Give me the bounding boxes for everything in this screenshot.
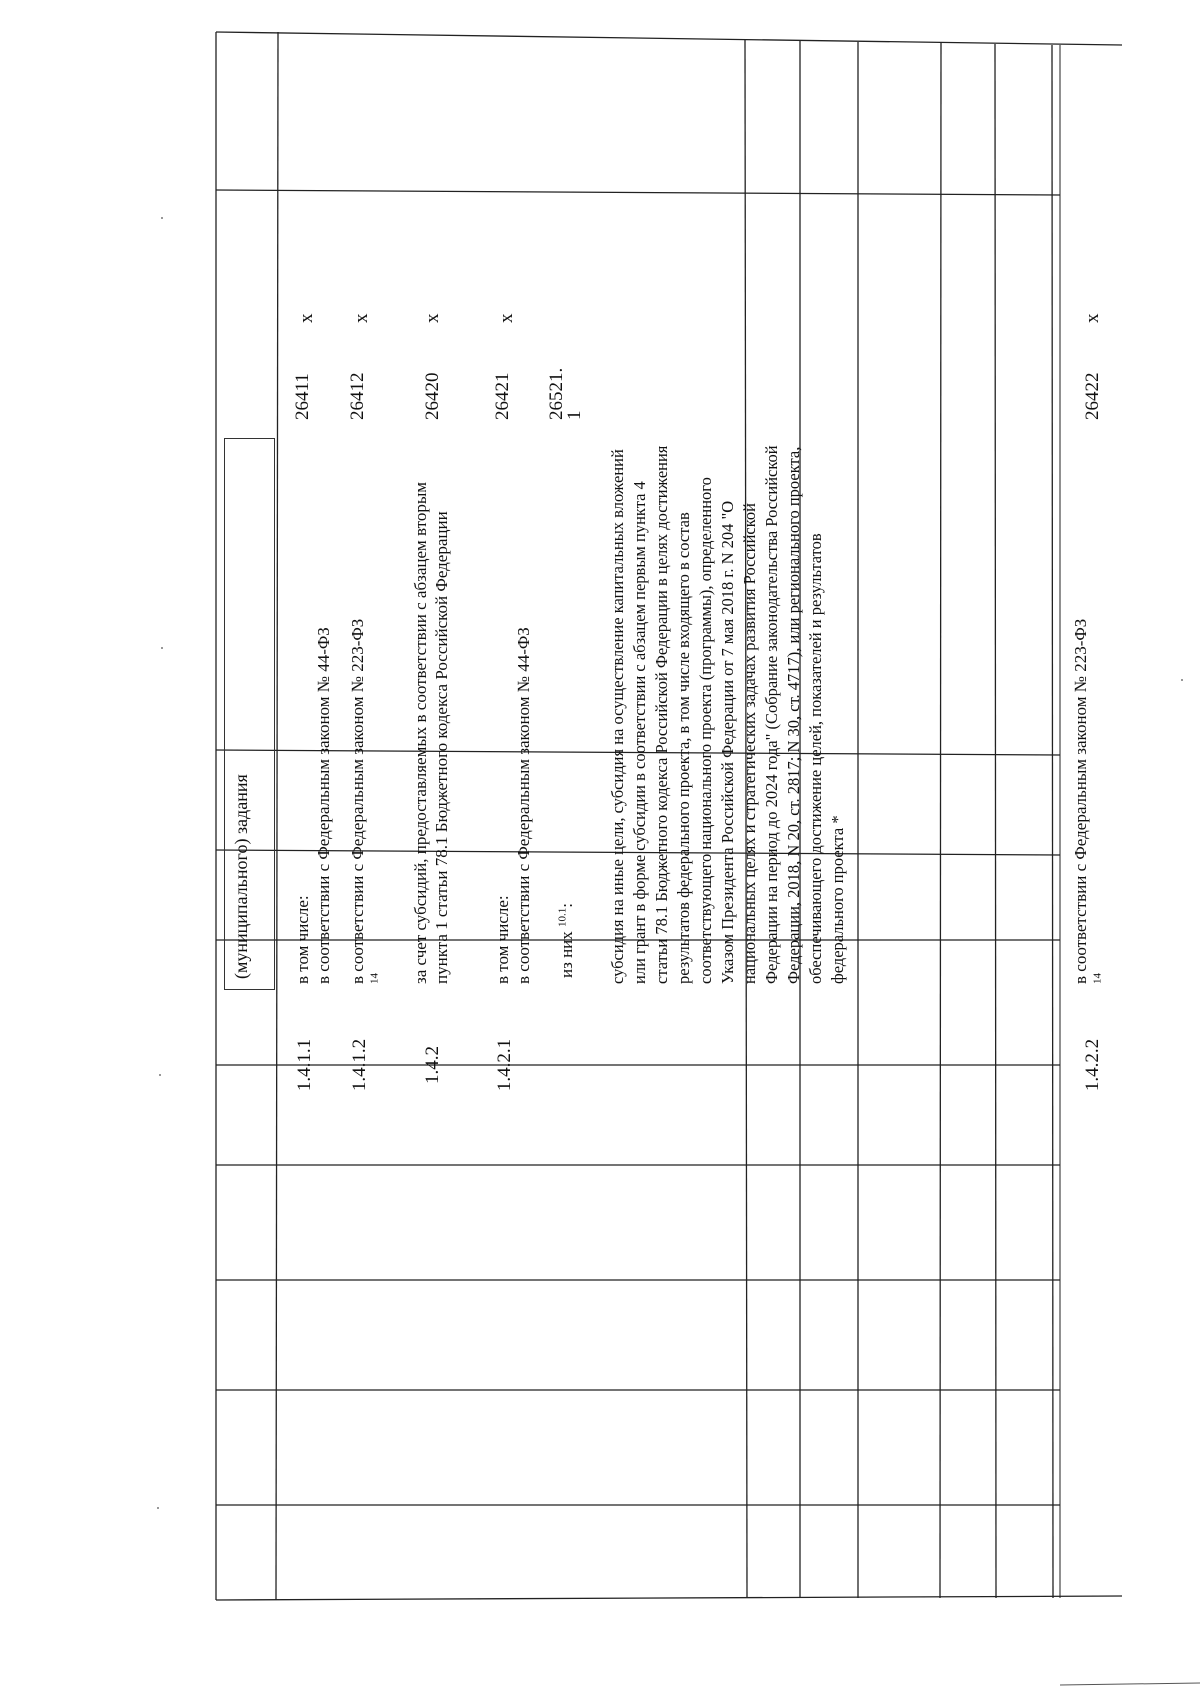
row-code: 26521. 1	[546, 367, 585, 420]
row-text-line: в том числе:	[493, 895, 512, 984]
row-mark	[601, 250, 1066, 335]
row-number: 1.4.1.1	[294, 1038, 315, 1092]
row-text-line: в соответствии с Федеральным законом № 44-ФЗ	[514, 627, 533, 984]
header-text: (муниципального) задания	[231, 774, 251, 979]
row-mark: x	[1082, 313, 1103, 323]
row-text: за счет субсидий, предоставляемых в соответствии с абзацем вторым пункта 1 статьи 78.1 Бюджетного кодекса Российской Федерации	[411, 482, 451, 984]
row-text	[486, 435, 541, 990]
row-text	[341, 435, 399, 990]
row-mark: x	[296, 313, 317, 323]
footnote-ref: 14	[368, 973, 381, 984]
table-row	[486, 0, 541, 1130]
row-number: 1.4.1.2	[349, 1038, 370, 1092]
row-text: субсидия на иные цели, субсидия на осуществление капитальных вложений или грант в форме субсидии в соответствии с абзацем первым пункта 4 статьи 78.1 Бюджетного кодекса Российской Федерации в целях достижения результатов федерального проекта, в том числе входящего в состав соответствующего национального проекта (программы), определенного Указом Президента Российской Федерации от 7 мая 2018 г. N 204 "О национальных целях и стратегических задачах развития Российской Федерации на период до 2024 года" (Собрание законодательства Российской Федерации, 2018, N 20, ст. 2817; N 30, ст. 4717), или регионального проекта, обеспечивающего достижение целей, показателей и результатов федерального проекта *	[608, 445, 847, 984]
row-code: 26420	[422, 372, 443, 420]
row-text	[1068, 435, 1122, 990]
row-code: 26412	[347, 372, 368, 420]
row-mark: x	[496, 313, 517, 323]
row-mark: x	[351, 313, 372, 323]
footnote-ref: 14	[1091, 973, 1104, 984]
table-row	[341, 0, 399, 1130]
row-text	[286, 435, 341, 990]
row-text-line: в том числе:	[293, 895, 312, 984]
row-code	[601, 335, 1066, 430]
row-code: 26422	[1082, 372, 1103, 420]
row-code: 26421	[492, 372, 513, 420]
row-number	[601, 1000, 1066, 1130]
table-row	[404, 0, 484, 1130]
footnote-ref: 10.1	[556, 907, 569, 927]
row-text-body: из них	[557, 931, 576, 978]
table-row	[601, 0, 1066, 1130]
table-row	[286, 0, 341, 1130]
header-cell-frame	[224, 438, 275, 990]
table-row	[544, 0, 598, 1130]
row-number	[544, 1000, 598, 1130]
row-number: 1.4.2.2	[1082, 1038, 1103, 1092]
table-row	[1068, 0, 1122, 1130]
row-number: 1.4.2	[422, 1046, 443, 1084]
row-number: 1.4.2.1	[494, 1038, 515, 1092]
row-code: 26411	[292, 373, 313, 420]
row-text	[544, 435, 598, 990]
row-mark: x	[422, 313, 443, 323]
document-table	[216, 0, 1122, 1130]
row-text-suffix: :	[557, 903, 576, 908]
row-text-line: в соответствии с Федеральным законом № 44-ФЗ	[314, 627, 333, 984]
row-mark	[544, 250, 598, 335]
row-text-body: в соответствии с Федеральным законом № 223-ФЗ	[348, 618, 367, 984]
row-text-body: в соответствии с Федеральным законом № 223-ФЗ	[1071, 618, 1090, 984]
